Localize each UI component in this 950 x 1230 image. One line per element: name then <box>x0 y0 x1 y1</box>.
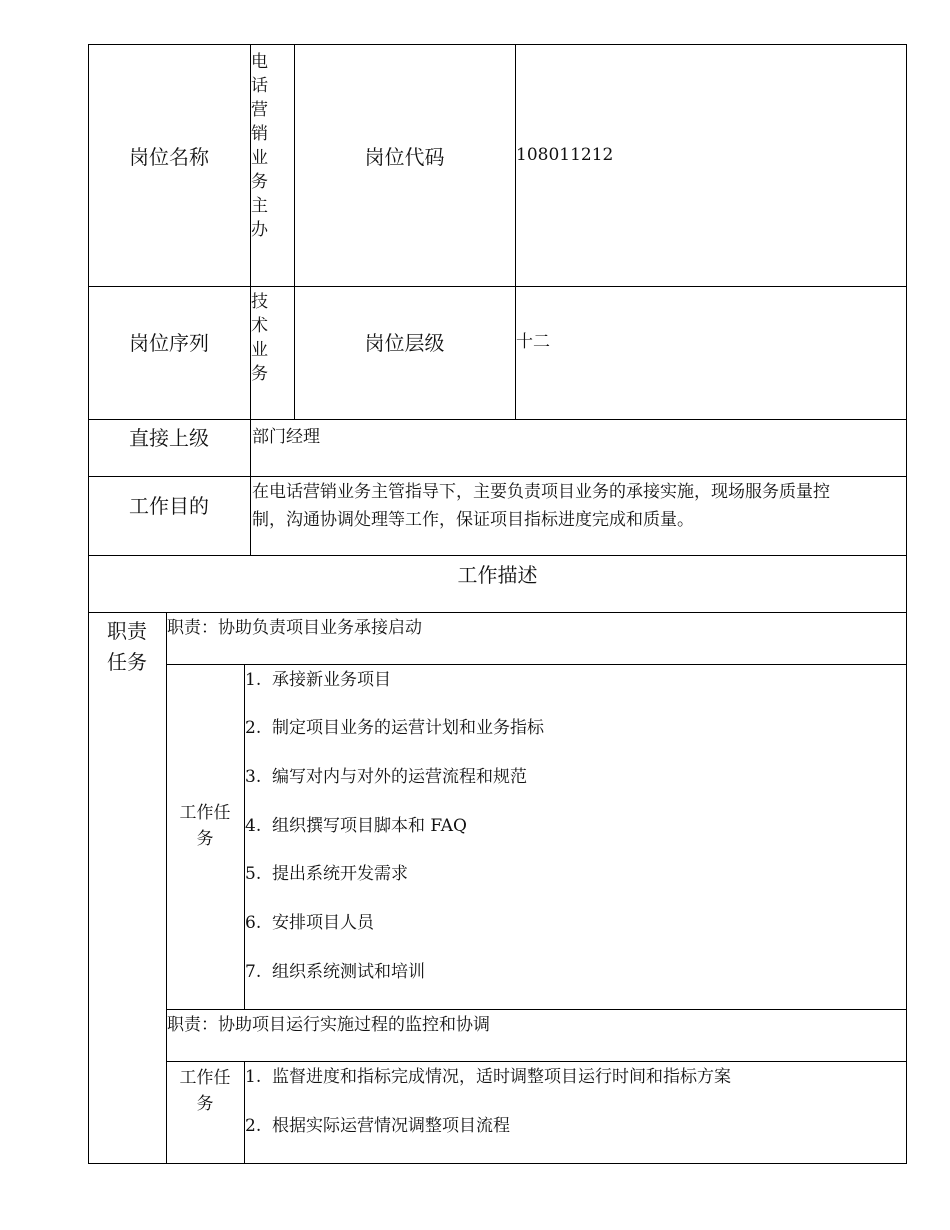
table-border-bottom <box>88 1163 907 1164</box>
task-label-2-line-2: 务 <box>196 1094 214 1114</box>
task-label-2-line-1: 工作任 <box>179 1068 231 1088</box>
task-item: 7. 组织系统测试和培训 <box>245 962 426 982</box>
task-item: 6. 安排项目人员 <box>245 913 375 933</box>
duty-1: 职责：协助负责项目业务承接启动 <box>167 618 422 638</box>
row-divider <box>166 664 907 665</box>
duties-label-line-1: 职责 <box>107 619 147 643</box>
column-divider <box>244 664 245 1010</box>
purpose-line-2: 制，沟通协调处理等工作，保证项目指标进度完成和质量。 <box>252 510 694 530</box>
post-code-label: 岗位代码 <box>364 145 445 169</box>
column-divider <box>294 44 295 420</box>
task-label-1-line-1: 工作任 <box>179 803 231 823</box>
post-name-value: 电话营销业务主办 <box>251 52 268 240</box>
purpose-label: 工作目的 <box>129 494 209 518</box>
task-label-1-line-2: 务 <box>196 829 214 849</box>
task-item: 5. 提出系统开发需求 <box>245 864 409 884</box>
row-divider <box>88 286 907 287</box>
column-divider <box>515 44 516 420</box>
post-name-label: 岗位名称 <box>129 145 209 169</box>
task-item: 4. 组织撰写项目脚本和 FAQ <box>245 816 467 836</box>
row-divider <box>88 612 907 613</box>
superior-label: 直接上级 <box>129 426 209 450</box>
row-divider <box>88 419 907 420</box>
table-border-left <box>88 44 89 1164</box>
task-item: 2. 根据实际运营情况调整项目流程 <box>245 1116 511 1136</box>
task-item: 1. 承接新业务项目 <box>245 670 392 690</box>
post-level-label: 岗位层级 <box>364 331 445 355</box>
row-divider <box>88 476 907 477</box>
table-border-right <box>906 44 907 1164</box>
task-item: 2. 制定项目业务的运营计划和业务指标 <box>245 718 545 738</box>
post-level-value: 十二 <box>516 332 550 352</box>
duty-2: 职责：协助项目运行实施过程的监控和协调 <box>167 1015 490 1035</box>
task-item: 3. 编写对内与对外的运营流程和规范 <box>245 767 528 787</box>
row-divider <box>166 1009 907 1010</box>
task-item: 1. 监督进度和指标完成情况，适时调整项目运行时间和指标方案 <box>245 1067 732 1087</box>
table-border-top <box>88 44 907 45</box>
duties-label-line-2: 任务 <box>107 650 147 674</box>
post-series-value: 技术业务 <box>251 292 268 384</box>
post-series-label: 岗位序列 <box>129 331 209 355</box>
row-divider <box>88 555 907 556</box>
description-title: 工作描述 <box>457 563 538 587</box>
row-divider <box>166 1061 907 1062</box>
superior-value: 部门经理 <box>252 427 320 447</box>
post-code-value: 108011212 <box>516 145 614 165</box>
purpose-line-1: 在电话营销业务主管指导下，主要负责项目业务的承接实施，现场服务质量控 <box>252 482 830 502</box>
